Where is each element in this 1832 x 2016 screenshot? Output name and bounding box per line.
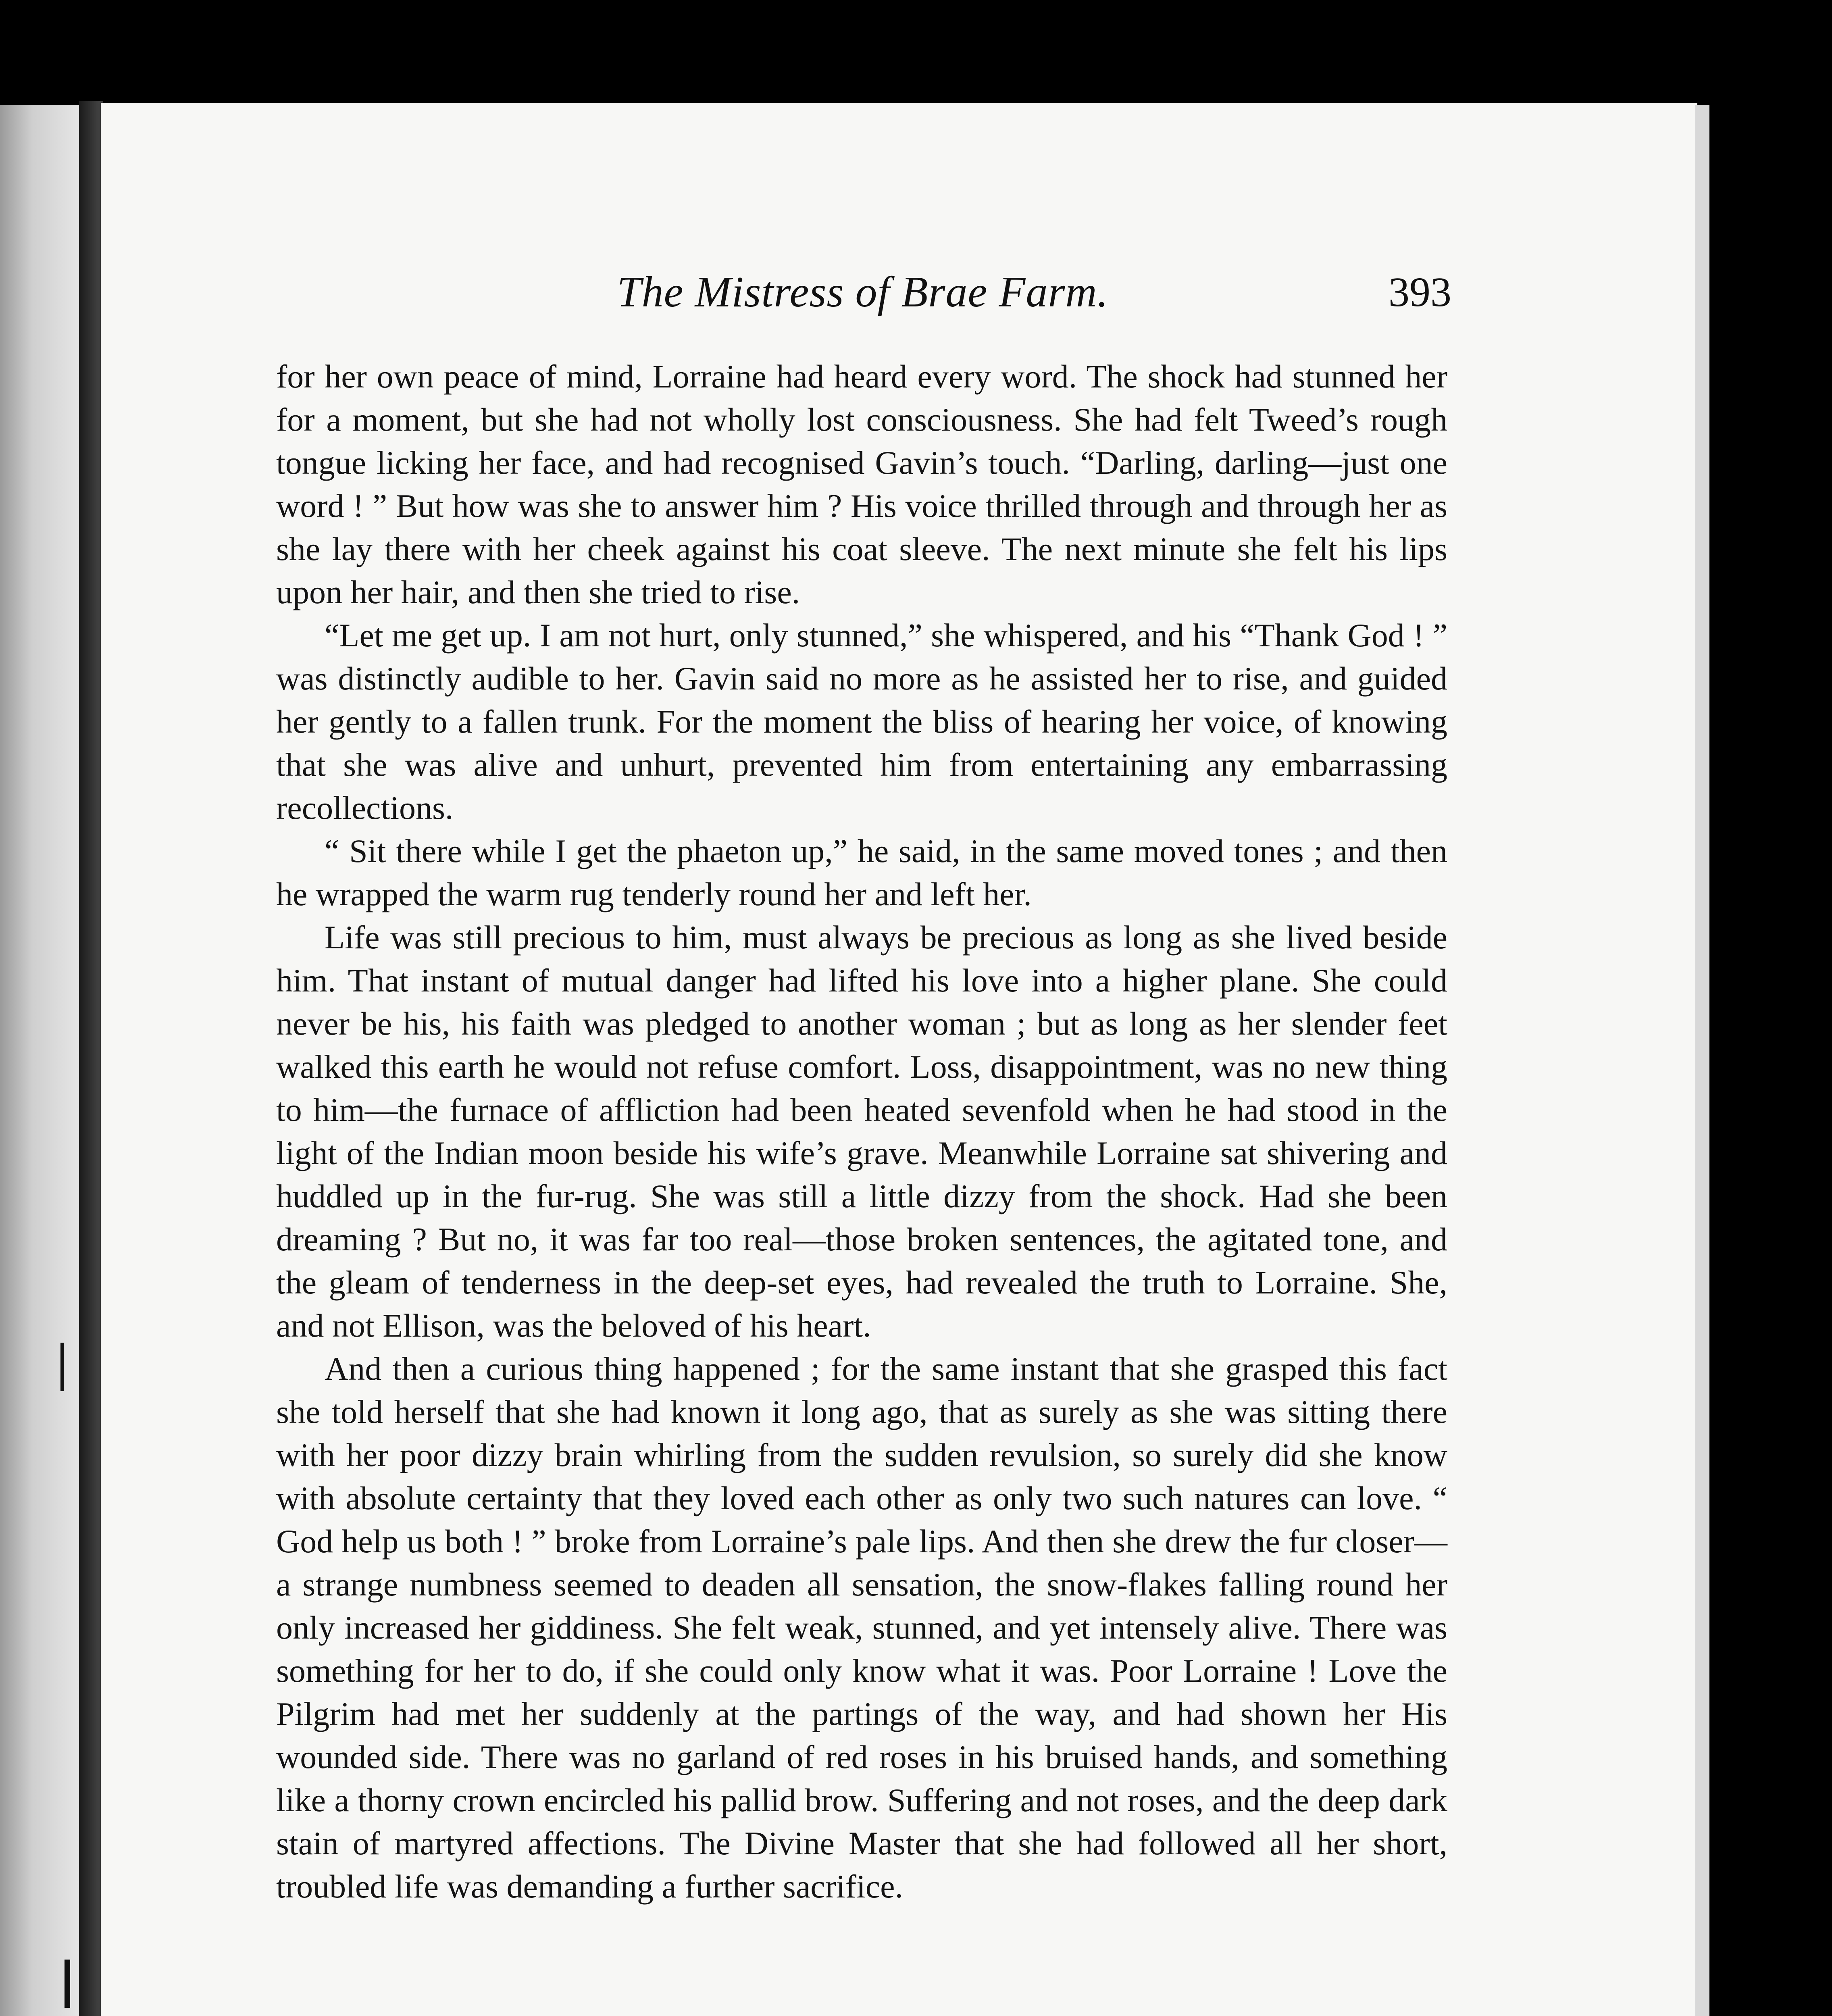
paragraph: “ Sit there while I get the phaeton up,” he said, in the same moved tones ; and then he wrapped the warm rug tenderly round her and left her. — [276, 833, 1447, 912]
body-text — [276, 355, 1447, 1908]
paragraph: Life was still precious to him, must always be precious as long as she lived beside him. That instant of mutual danger had lifted his love into a higher plane. She could never be his, his faith was pledged to another woman ; but as long as her slender feet walked this earth he would not refuse comfort. Loss, disappointment, was no new thing to him—the furnace of affliction had been heated sevenfold when he had stood in the light of the Indian moon beside his wife’s grave. Meanwhile Lorraine sat shivering and huddled up in the fur-rug. She was still a little dizzy from the shock. Had she been dreaming ? But no, it was far too real—those broken sentences, the agitated tone, and the gleam of tenderness in the deep-set eyes, had revealed the truth to Lorraine. She, and not Ellison, was the beloved of his heart. — [276, 919, 1447, 1344]
margin-mark — [60, 1343, 64, 1391]
page-header — [274, 264, 1451, 321]
gutter-shadow — [79, 101, 103, 2016]
paragraph: “Let me get up. I am not hurt, only stunned,” she whispered, and his “Thank God ! ” was distinctly audible to her. Gavin said no more as he assisted her to rise, and guided her gently to a fallen trunk. For the moment the bliss of hearing her voice, of knowing that she was alive and unhurt, prevented him from entertaining any embarrassing recollections. — [276, 617, 1447, 826]
page-right-edge — [1695, 105, 1709, 2016]
page-number: 393 — [1389, 269, 1451, 315]
paragraph: for her own peace of mind, Lorraine had heard every word. The shock had stunned her for a moment, but she had not wholly lost consciousness. She had felt Tweed’s rough tongue licking her face, and had recognised Gavin’s touch. “Darling, darling—just one word ! ” But how was she to answer him ? His voice thrilled through and through her as she lay there with her cheek against his coat sleeve. The next minute she felt his lips upon her hair, and then she tried to rise. — [276, 358, 1447, 610]
margin-mark — [65, 1960, 70, 2008]
running-title: The Mistress of Brae Farm. — [617, 268, 1109, 316]
paragraph: And then a curious thing happened ; for the same instant that she grasped this fact she told herself that she had known it long ago, that as surely as she was sitting there with her poor dizzy brain whirling from the sudden revulsion, so surely did she know with absolute certainty that they loved each other as only two such natures can love. “ God help us both ! ” broke from Lorraine’s pale lips. And then she drew the fur closer—a strange numbness seemed to deaden all sensation, the snow-flakes falling round her only increased her giddiness. She felt weak, stunned, and yet intensely alive. There was something for her to do, if she could only know what it was. Poor Lorraine ! Love the Pilgrim had met her suddenly at the partings of the way, and had shown her His wounded side. There was no garland of red roses in his bruised hands, and something like a thorny crown encircled his pallid brow. Suffering and not roses, and the deep dark stain of martyred affections. The Divine Master that she had followed all her short, troubled life was demanding a further sacrifice. — [276, 1350, 1447, 1905]
previous-page-edge — [0, 105, 81, 2016]
